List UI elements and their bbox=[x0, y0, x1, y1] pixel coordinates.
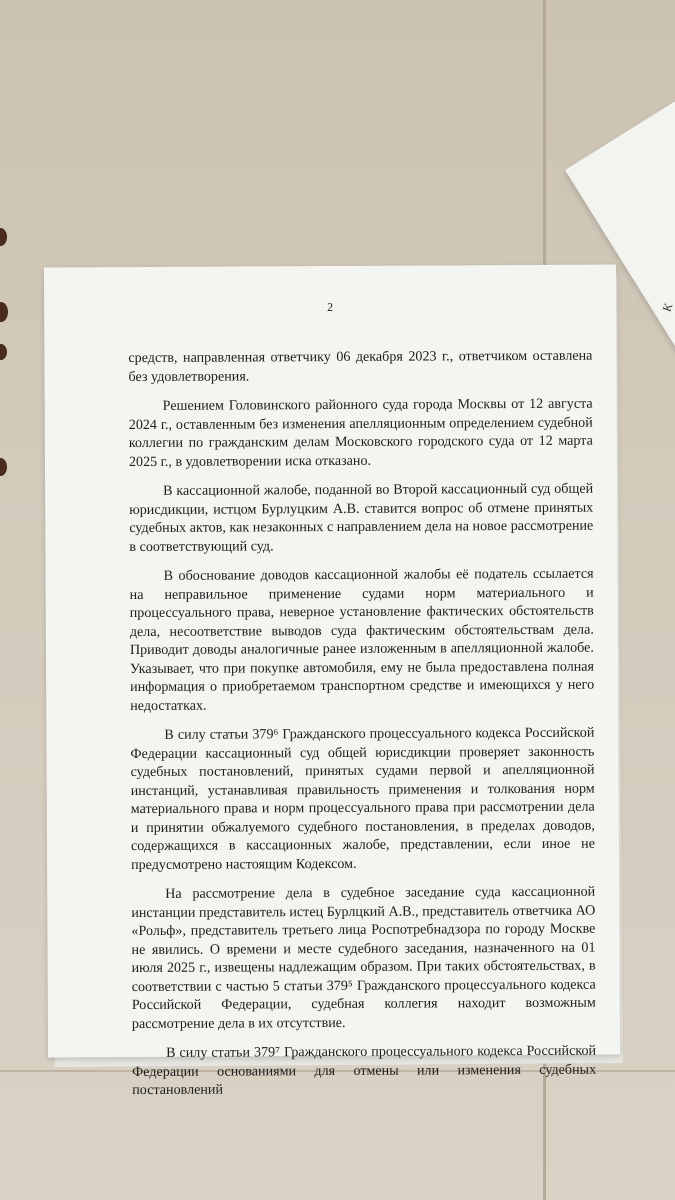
paragraph: Решением Головинского районного суда города Москвы от 12 августа 2024 г., оставленным без изменения апелляционным определением судебной коллегии по гражданским делам Московского городского суда от 12 марта 2025 г., в удовлетворении иска отказано. bbox=[128, 395, 593, 470]
page-number: 2 bbox=[327, 299, 334, 315]
paragraph: средств, направленная ответчику 06 декабря 2023 г., ответчиком оставлена без удовлетворения. bbox=[128, 347, 593, 385]
adjacent-sheet-text: К bbox=[659, 301, 675, 314]
paragraph: В обоснование доводов кассационной жалобы её податель ссылается на неправильное применение судами норм материального и процессуального права, неверное установление фактических обстоятельств дела, несоответствие выводов суда фактическим обстоятельствам дела. Приводит доводы аналогичные ранее изложенным в апелляционной жалобе. Указывает, что при покупке автомобиля, ему не была предоставлена полная информация о приобретаемом транспортном средстве и имеющихся у него недостатках. bbox=[129, 565, 595, 714]
document-page bbox=[44, 265, 620, 1099]
paragraph: На рассмотрение дела в судебное заседание суда кассационной инстанции представитель истец Бурлцкий А.В., представитель ответчика АО «Рольф», представитель третьего лица Роспотребнадзора по городу Москве не явились. О времени и месте судебного заседания, назначенного на 01 июля 2025 г., извещены надлежащим образом. При таких обстоятельствах, в соответствии с частью 5 статьи 379⁵ Гражданского процессуального кодекса Российской Федерации, судебная коллегия находит возможным рассмотрение дела в их отсутствие. bbox=[131, 883, 596, 1032]
paragraph: В силу статьи 379⁷ Гражданского процессуального кодекса Российской Федерации основаниями для отмены или изменения судебных постановлений bbox=[132, 1042, 597, 1099]
paragraph: В кассационной жалобе, поданной во Второй кассационный суд общей юрисдикции, истцом Бурлуцким А.В. ставится вопрос об отмене принятых судебных актов, как незаконных с направлением дела на новое рассмотрение в соответствующий суд. bbox=[129, 480, 594, 555]
document-body bbox=[128, 347, 596, 1100]
paragraph: В силу статьи 379⁶ Гражданского процессуального кодекса Российской Федерации кассационный суд общей юрисдикции проверяет законность судебных постановлений, принятых судами первой и апелляционной инстанций, устанавливая правильность применения и толкования норм материального права и норм процессуального права при рассмотрении дела и принятии обжалуемого судебного постановления, в пределах доводов, содержащихся в кассационных жалобе, представлении, если иное не предусмотрено настоящим Кодексом. bbox=[130, 724, 596, 873]
